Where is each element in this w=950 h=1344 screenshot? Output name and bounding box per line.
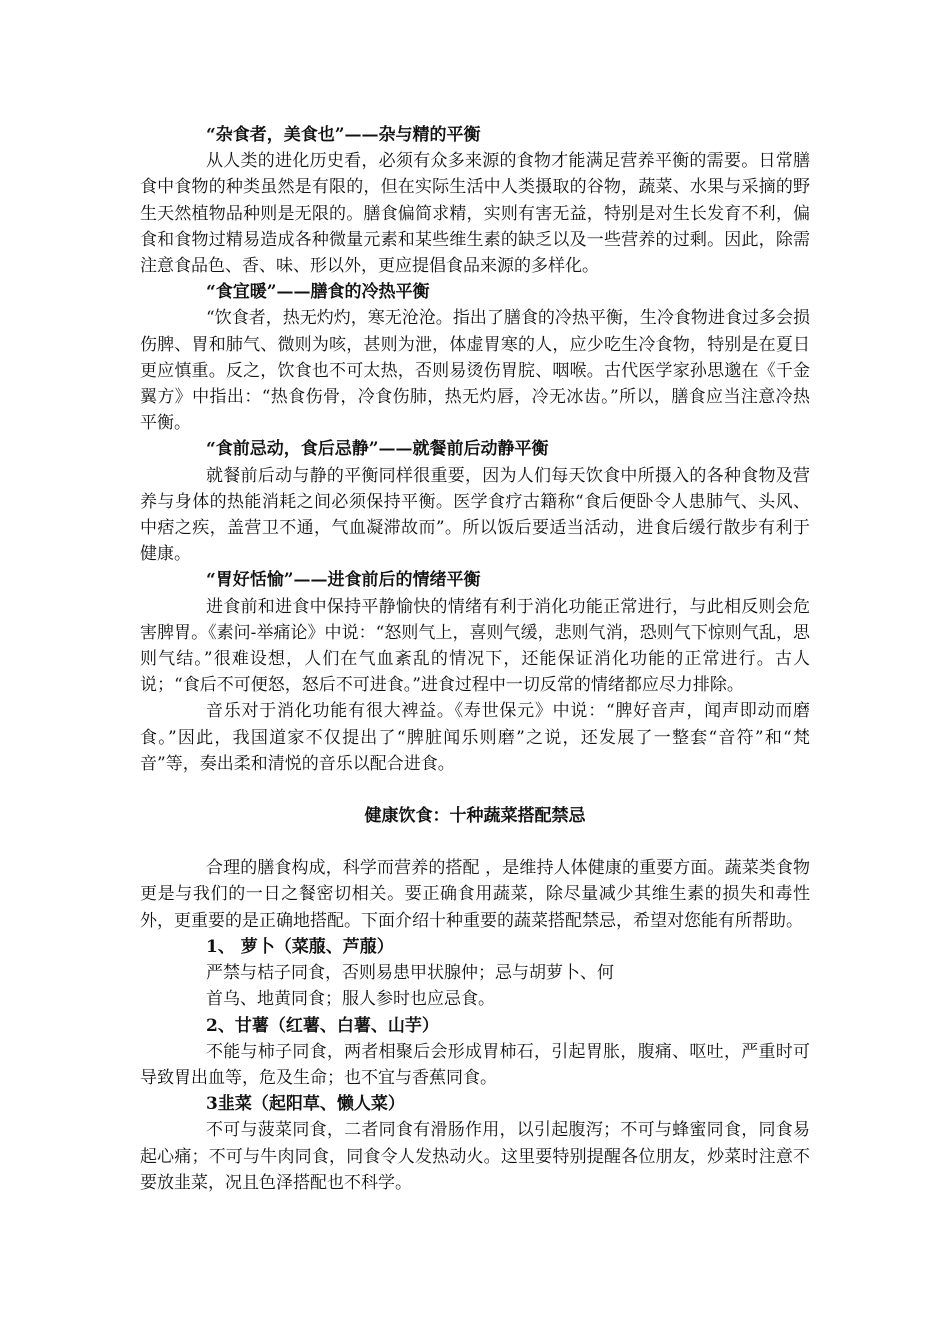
intro-paragraph: 合理的膳食构成，科学而营养的搭配 ，是维持人体健康的重要方面。蔬菜类食物更是与我们的一日之餐密切相关。要正确食用蔬菜，除尽量减少其维生素的损失和毒性外，更重要的是正确地搭配。下面介绍十种重要的蔬菜搭配禁忌，希望对您能有所帮助。 <box>140 858 810 931</box>
spacer <box>140 777 810 803</box>
section-heading-temperature-balance: “食宜暖”——膳食的冷热平衡 <box>206 282 430 303</box>
item-heading-sweet-potato: 2、甘薯（红薯、白薯、山芋） <box>206 1015 439 1036</box>
item-heading-radish: 1、 萝卜（菜菔、芦菔） <box>206 936 394 957</box>
section-heading-mood-balance: “胃好恬愉”——进食前后的情绪平衡 <box>206 570 481 591</box>
item-line: 首乌、地黄同食；服人参时也应忌食。 <box>206 989 495 1010</box>
section-heading-activity-balance: “食前忌动，食后忌静”——就餐前后动静平衡 <box>206 439 549 460</box>
item-heading-chives: 3韭菜（起阳草、懒人菜） <box>206 1094 405 1115</box>
item-line: 严禁与桔子同食，否则易患甲状腺仲；忌与胡萝卜、何 <box>206 963 614 984</box>
item-paragraph: 不可与菠菜同食，二者同食有滑肠作用，以引起腹泻；不可与蜂蜜同食，同食易起心痛；不可与牛肉同食，同食令人发热动火。这里要特别提醒各位朋友，炒菜时注意不要放韭菜，况且色泽搭配也不科学。 <box>140 1120 810 1193</box>
section-paragraph: “饮食者，热无灼灼，寒无沧沧。指出了膳食的冷热平衡，生冷食物进食过多会损伤脾、胃和肺气、微则为咳，甚则为泄，体虚胃寒的人，应少吃生冷食物，特别是在夏日更应慎重。反之，饮食也不可太热，否则易烫伤胃脘、咽喉。古代医学家孙思邈在《千金翼方》中指出：“热食伤骨，冷食伤肺，热无灼唇，冷无冰齿。”所以，膳食应当注意冷热平衡。 <box>140 308 810 434</box>
section-paragraph: 从人类的进化历史看，必须有众多来源的食物才能满足营养平衡的需要。日常膳食中食物的种类虽然是有限的，但在实际生活中人类摄取的谷物，蔬菜、水果与采摘的野生天然植物品种则是无限的。膳食偏简求精，实则有害无益，特别是对生长发育不利，偏食和食物过精易造成各种微量元素和某些维生素的缺乏以及一些营养的过剩。因此，除需注意食品色、香、味、形以外，更应提倡食品来源的多样化。 <box>140 151 810 277</box>
section-heading-variety-balance: “杂食者，美食也”——杂与精的平衡 <box>206 125 481 145</box>
section-paragraph: 进食前和进食中保持平静愉快的情绪有利于消化功能正常进行，与此相反则会危害脾胃。《素问-举痛论》中说：“怒则气上，喜则气缓，悲则气消，恐则气下惊则气乱，思则气结。”很难设想，人们在气血紊乱的情况下，还能保证消化功能的正常进行。古人说；“食后不可便怒，怒后不可进食。”进食过程中一切反常的情绪都应尽力排除。 <box>140 596 810 696</box>
spacer <box>140 829 810 855</box>
article-title: 健康饮食：十种蔬菜搭配禁忌 <box>364 806 586 827</box>
section-paragraph: 就餐前后动与静的平衡同样很重要，因为人们每天饮食中所摄入的各种食物及营养与身体的热能消耗之间必须保持平衡。医学食疗古籍称“食后便卧令人患肺气、头风、中痞之疾，盖营卫不通，气血凝滞故而”。所以饭后要适当活动，进食后缓行散步有利于健康。 <box>140 465 810 565</box>
item-paragraph: 不能与柿子同食，两者相聚后会形成胃柿石，引起胃胀，腹痛、呕吐，严重时可导致胃出血等，危及生命；也不宜与香蕉同食。 <box>140 1041 810 1088</box>
section-paragraph: 音乐对于消化功能有很大裨益。《寿世保元》中说：“脾好音声，闻声即动而磨食。”因此，我国道家不仅提出了“脾脏闻乐则磨”之说，还发展了一整套“音符”和“梵音”等，奏出柔和清悦的音乐以配合进食。 <box>140 701 810 774</box>
document-body <box>140 122 810 1196</box>
